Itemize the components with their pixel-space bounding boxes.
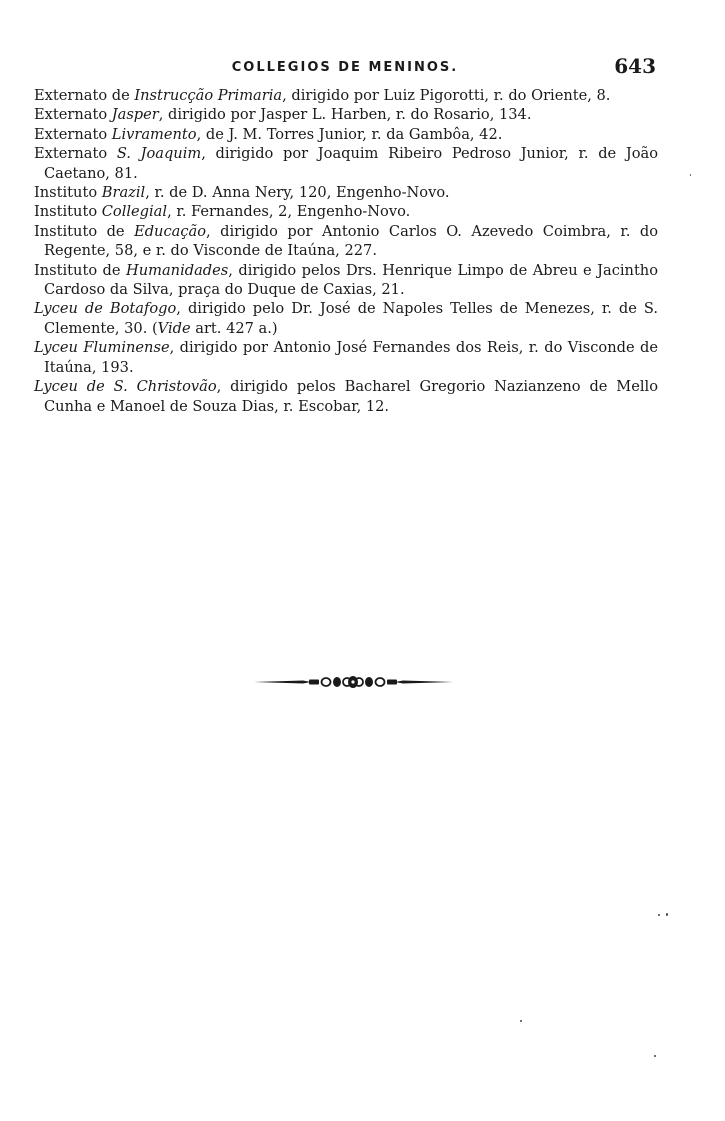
entry-details: , dirigido pelo Dr. José de Napoles Telles de Menezes, r. de S. Clemente, 30. ( — [44, 300, 658, 337]
list-item — [34, 377, 658, 416]
list-item — [34, 144, 658, 183]
list-item — [34, 261, 658, 300]
school-name: Jasper — [111, 106, 159, 124]
list-item — [34, 299, 658, 338]
entry-prefix: Externato — [34, 106, 112, 124]
running-head — [34, 52, 656, 82]
list-item — [34, 222, 658, 261]
list-item — [34, 105, 658, 124]
paper-speck — [658, 914, 660, 916]
entry-details: , r. de D. Anna Nery, 120, Engenho-Novo. — [145, 184, 450, 202]
paper-speck — [666, 913, 668, 916]
running-title: COLLEGIOS DE MENINOS. — [231, 60, 459, 75]
entry-prefix: Instituto de — [34, 261, 126, 279]
entry-prefix: Externato — [34, 145, 117, 163]
decorative-rule-ornament-icon — [253, 672, 453, 692]
paper-speck — [654, 1055, 656, 1057]
school-name: Humanidades — [126, 261, 229, 279]
school-name: Educação — [134, 222, 206, 240]
entry-details: , dirigido por Joaquim Ribeiro Pedroso Junior, r. de João Caetano, 81. — [44, 145, 658, 182]
entry-details: , r. Fernandes, 2, Engenho-Novo. — [167, 203, 411, 221]
paper-speck — [520, 1020, 522, 1022]
list-item — [34, 125, 658, 144]
page-number: 643 — [614, 54, 656, 78]
entry-prefix: Instituto — [34, 184, 102, 202]
school-list — [34, 86, 658, 416]
school-name: Collegial — [101, 203, 168, 221]
list-item — [34, 202, 658, 221]
entry-prefix: Externato — [34, 125, 112, 143]
entry-details: , dirigido por Luiz Pigorotti, r. do Oriente, 8. — [282, 87, 611, 104]
entry-prefix: Instituto — [34, 203, 102, 221]
list-item — [34, 338, 658, 377]
entry-prefix: Externato de — [34, 87, 135, 104]
entry-details: , dirigido por Jasper L. Harben, r. do Rosario, 134. — [158, 106, 532, 124]
list-item — [34, 183, 658, 202]
school-name: Lyceu de Botafogo — [34, 300, 177, 318]
school-name: Brazil — [101, 184, 146, 202]
reference-vide: Vide — [157, 319, 191, 337]
list-item — [34, 86, 658, 105]
entry-prefix: Instituto de — [34, 222, 135, 240]
reference-article: art. 427 a.) — [190, 319, 278, 337]
entry-details: , dirigido por Antonio José Fernandes dos Reis, r. do Visconde de Itaúna, 193. — [44, 339, 658, 376]
school-name: Instrucção Primaria — [134, 87, 283, 104]
school-name: S. Joaquim — [116, 145, 202, 163]
entry-details: , de J. M. Torres Junior, r. da Gambôa, 42. — [196, 125, 503, 143]
paper-speck — [690, 174, 691, 176]
school-name: Livramento — [111, 125, 197, 143]
entry-details: , dirigido pelos Drs. Henrique Limpo de Abreu e Jacintho Cardoso da Silva, praça do Duque de Caxias, 21. — [44, 261, 658, 299]
entry-details: , dirigido pelos Bacharel Gregorio Nazianzeno de Mello Cunha e Manoel de Souza Dias, r. Escobar, 12. — [44, 378, 659, 415]
entry-details: , dirigido por Antonio Carlos O. Azevedo Coimbra, r. do Regente, 58, e r. do Visconde de Itaúna, 227. — [44, 222, 659, 260]
school-name: Lyceu Fluminense — [34, 339, 170, 357]
school-name: Lyceu de S. Christovão — [34, 378, 217, 396]
